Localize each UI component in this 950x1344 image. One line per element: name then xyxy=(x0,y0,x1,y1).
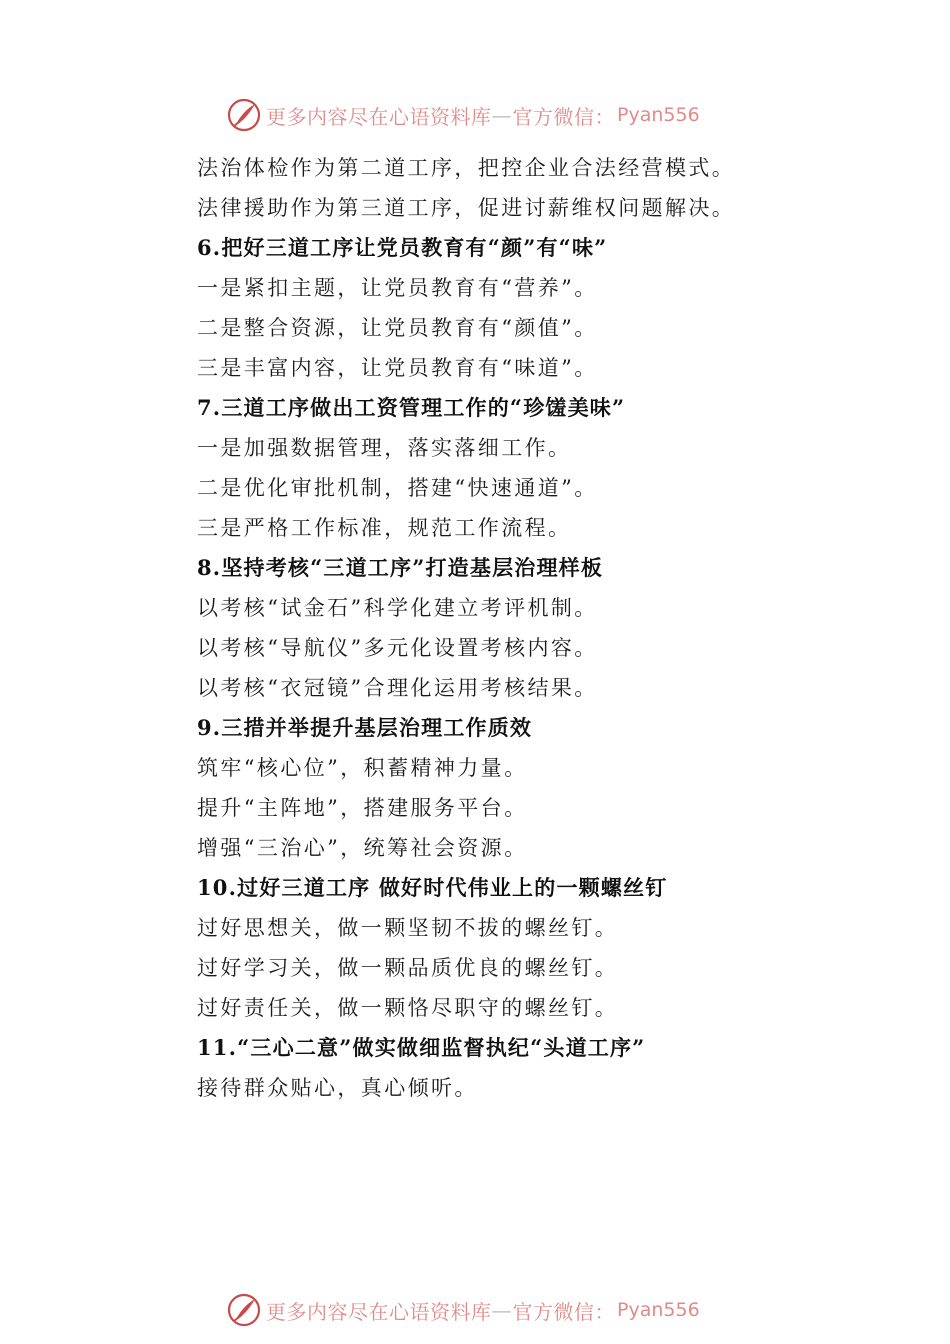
watermark-text: 更多内容尽在心语资料库 xyxy=(266,1299,492,1324)
body-line: 过好责任关，做一颗恪尽职守的螺丝钉。 xyxy=(197,996,619,1020)
body-line: 二是整合资源，让党员教育有“颜值”。 xyxy=(197,316,598,340)
quill-pen-circle-icon xyxy=(226,97,262,133)
body-line: 法治体检作为第二道工序，把控企业合法经营模式。 xyxy=(197,156,736,180)
section-heading: 8.坚持考核“三道工序”打造基层治理样板 xyxy=(197,555,604,580)
body-line: 提升“主阵地”，搭建服务平台。 xyxy=(197,796,528,820)
body-line: 二是优化审批机制，搭建“快速通道”。 xyxy=(197,476,598,500)
section-heading: 11.“三心二意”做实做细监督执纪“头道工序” xyxy=(197,1035,646,1060)
body-line: 法律援助作为第三道工序，促进讨薪维权问题解决。 xyxy=(197,196,736,220)
body-line: 以考核“导航仪”多元化设置考核内容。 xyxy=(197,636,598,660)
body-line: 过好思想关，做一颗坚韧不拔的螺丝钉。 xyxy=(197,916,619,940)
watermark-label: 官方微信： xyxy=(512,104,615,129)
body-line: 筑牢“核心位”，积蓄精神力量。 xyxy=(197,756,528,780)
watermark-text: 更多内容尽在心语资料库 xyxy=(266,104,492,129)
body-line: 增强“三治心”，统筹社会资源。 xyxy=(197,836,528,860)
body-line: 一是加强数据管理，落实落细工作。 xyxy=(197,436,572,460)
section-heading: 7.三道工序做出工资管理工作的“珍馐美味” xyxy=(197,395,626,420)
body-line: 三是丰富内容，让党员教育有“味道”。 xyxy=(197,356,598,380)
header-watermark xyxy=(226,95,700,135)
body-line: 以考核“试金石”科学化建立考评机制。 xyxy=(197,596,598,620)
section-heading: 6.把好三道工序让党员教育有“颜”有“味” xyxy=(197,235,608,260)
watermark-separator: — xyxy=(491,103,513,127)
body-line: 以考核“衣冠镜”合理化运用考核结果。 xyxy=(197,676,598,700)
document-body xyxy=(197,148,817,1108)
quill-pen-circle-icon xyxy=(226,1292,262,1328)
body-line: 一是紧扣主题，让党员教育有“营养”。 xyxy=(197,276,598,300)
watermark-separator: — xyxy=(491,1298,513,1322)
body-line: 过好学习关，做一颗品质优良的螺丝钉。 xyxy=(197,956,619,980)
section-heading: 10.过好三道工序 做好时代伟业上的一颗螺丝钉 xyxy=(197,875,668,900)
watermark-label: 官方微信： xyxy=(512,1299,615,1324)
watermark-id: Pyan556 xyxy=(617,1299,700,1321)
footer-watermark xyxy=(226,1290,700,1330)
watermark-id: Pyan556 xyxy=(617,104,700,126)
body-line: 接待群众贴心，真心倾听。 xyxy=(197,1076,478,1100)
section-heading: 9.三措并举提升基层治理工作质效 xyxy=(197,715,533,740)
body-line: 三是严格工作标准，规范工作流程。 xyxy=(197,516,572,540)
